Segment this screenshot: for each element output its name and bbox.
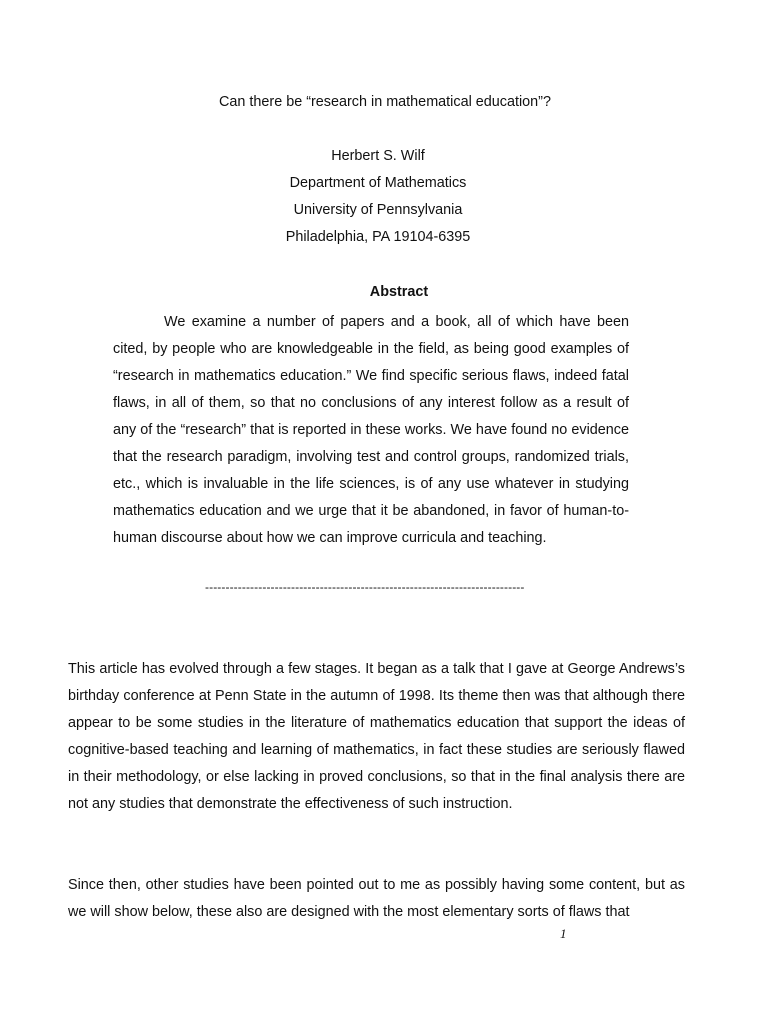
author-name: Herbert S. Wilf: [331, 148, 425, 164]
abstract-text: We examine a number of papers and a book, all of which have been cited, by people who are knowledgeable in the field, as being good examples of “research in mathematics education.” We find specific serious flaws, indeed fatal flaws, in all of them, so that no conclusions of any interest follow as a result of any of the “research” that is reported in these works. We have found no evidence that the research paradigm, involving test and control groups, randomized trials, etc., which is invaluable in the life sciences, is of any use whatever in studying mathematics education and we urge that it be abandoned, in favor of human-to-human discourse about how we can improve curricula and teaching.: [113, 314, 629, 546]
body-paragraph-2: Since then, other studies have been pointed out to me as possibly having some content, but as we will show below, these also are designed with the most elementary sorts of flaws that: [68, 877, 685, 920]
author-address: Philadelphia, PA 19104-6395: [285, 229, 471, 245]
abstract-heading: Abstract: [369, 284, 429, 300]
author-university: University of Pennsylvania: [293, 202, 463, 218]
author-department: Department of Mathematics: [289, 175, 467, 191]
body-paragraph-1: This article has evolved through a few stages. It began as a talk that I gave at George Andrews’s birthday conference at Penn State in the autumn of 1998. Its theme then was that although there appear to be some studies in the literature of mathematics education that support the ideas of cognitive-based teaching and learning of mathematics, in fact these studies are seriously flawed in their methodology, or else lacking in proved conclusions, so that in the final analysis there are not any studies that demonstrate the effectiveness of such instruction.: [68, 661, 685, 812]
author-block: [0, 146, 756, 254]
paper-title: Can there be “research in mathematical education”?: [219, 94, 551, 110]
section-separator: ------------------------------------------------------------------------------: [205, 580, 525, 594]
page-number: 1: [560, 926, 567, 941]
